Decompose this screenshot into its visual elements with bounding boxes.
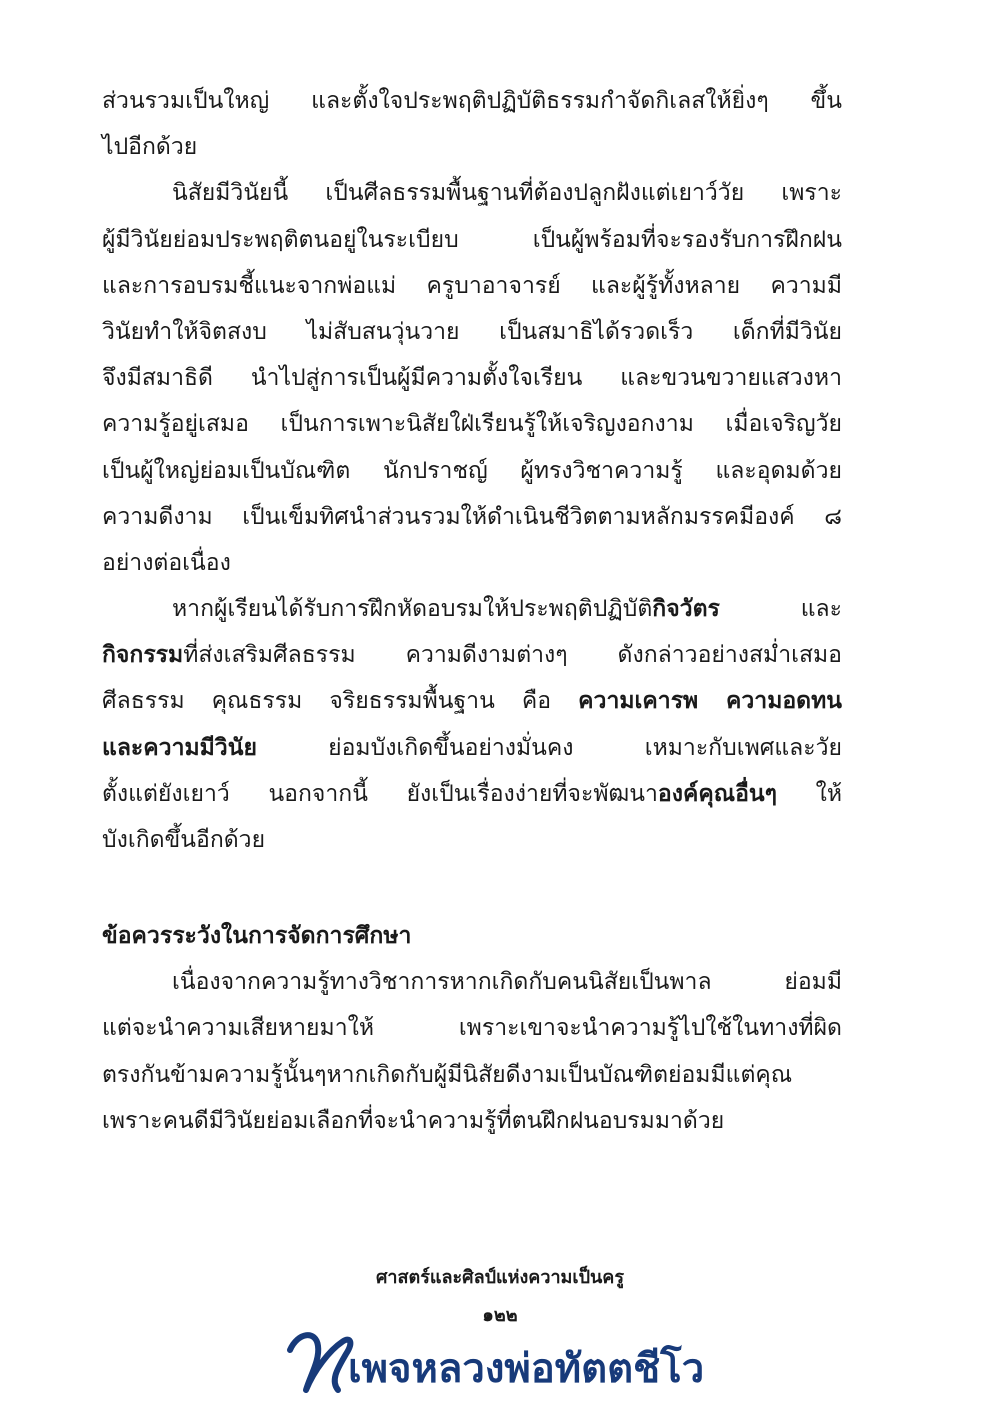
- body-line: [102, 771, 842, 817]
- text-run: ที่ส่งเสริมศีลธรรม ความดีงามต่างๆ ดังกล่าวอย่างสม่ำเสมอ: [183, 642, 842, 669]
- page-body: [102, 78, 842, 1144]
- page-number: ๑๒๒: [482, 1305, 518, 1326]
- body-line: แต่จะนำความเสียหายมาให้ เพราะเขาจะนำความรู้ไปใช้ในทางที่ผิด: [102, 1015, 842, 1042]
- body-line: ไปอีกด้วย: [102, 134, 198, 161]
- text-run: หากผู้เรียนได้รับการฝึกหัดอบรมให้ประพฤติปฏิบัติ: [172, 596, 653, 623]
- text-run: และ: [719, 596, 842, 623]
- body-line: [102, 586, 842, 632]
- body-line: ความรู้อยู่เสมอ เป็นการเพาะนิสัยใฝ่เรียนรู้ให้เจริญงอกงาม เมื่อเจริญวัย: [102, 411, 842, 438]
- logo-text: เพจหลวงพ่อทัตตชีโว: [348, 1346, 705, 1392]
- bold-term: และความมีวินัย: [102, 734, 257, 761]
- body-line: จึงมีสมาธิดี นำไปสู่การเป็นผู้มีความตั้งใจเรียน และขวนขวายแสวงหา: [102, 365, 842, 392]
- page-logo: [280, 1320, 740, 1400]
- section-heading: ข้อควรระวังในการจัดการศึกษา: [102, 923, 412, 950]
- bold-term: ความเคารพ ความอดทน: [578, 688, 842, 715]
- body-line: บังเกิดขึ้นอีกด้วย: [102, 827, 266, 853]
- body-line: เนื่องจากความรู้ทางวิชาการหากเกิดกับคนนิสัยเป็นพาล ย่อมมี: [172, 969, 842, 996]
- body-line: [102, 678, 842, 724]
- text-run: ตั้งแต่ยังเยาว์ นอกจากนี้ ยังเป็นเรื่องง่ายที่จะพัฒนา: [102, 780, 658, 807]
- body-line: เพราะคนดีมีวินัยย่อมเลือกที่จะนำความรู้ที่ตนฝึกฝนอบรมมาด้วย: [102, 1107, 725, 1134]
- bold-term: กิจกรรม: [102, 642, 184, 669]
- book-title: ศาสตร์และศิลป์แห่งความเป็นครู: [375, 1267, 625, 1288]
- body-line: เป็นผู้ใหญ่ย่อมเป็นบัณฑิต นักปราชญ์ ผู้ทรงวิชาความรู้ และอุดมด้วย: [102, 457, 842, 484]
- body-line: [102, 725, 842, 771]
- body-line: ตรงกันข้ามความรู้นั้นๆหากเกิดกับผู้มีนิสัยดีงามเป็นบัณฑิตย่อมมีแต่คุณ: [102, 1061, 793, 1088]
- text-run: ย่อมบังเกิดขึ้นอย่างมั่นคง เหมาะกับเพศและวัย: [256, 734, 842, 761]
- bold-term: กิจวัตร: [652, 596, 720, 623]
- body-line: ความดีงาม เป็นเข็มทิศนำส่วนรวมให้ดำเนินชีวิตตามหลักมรรคมีองค์ ๘: [102, 503, 842, 530]
- body-line: ผู้มีวินัยย่อมประพฤติตนอยู่ในระเบียบ เป็นผู้พร้อมที่จะรองรับการฝึกฝน: [102, 226, 842, 253]
- body-line: ส่วนรวมเป็นใหญ่ และตั้งใจประพฤติปฏิบัติธรรมกำจัดกิเลสให้ยิ่งๆ ขึ้น: [102, 88, 842, 114]
- body-line: และการอบรมชี้แนะจากพ่อแม่ ครูบาอาจารย์ และผู้รู้ทั้งหลาย ความมี: [102, 272, 842, 299]
- body-line: [102, 632, 842, 678]
- text-run: ศีลธรรม คุณธรรม จริยธรรมพื้นฐาน คือ: [102, 688, 579, 715]
- bold-term: องค์คุณอื่นๆ: [657, 780, 777, 807]
- body-line: นิสัยมีวินัยนี้ เป็นศีลธรรมพื้นฐานที่ต้องปลูกฝังแต่เยาว์วัย เพราะ: [172, 180, 842, 207]
- paragraph-gap: [102, 863, 842, 909]
- text-run: ให้: [776, 780, 842, 807]
- body-line: วินัยทำให้จิตสงบ ไม่สับสนวุ่นวาย เป็นสมาธิได้รวดเร็ว เด็กที่มีวินัย: [102, 318, 842, 345]
- body-line: อย่างต่อเนื่อง: [102, 549, 231, 576]
